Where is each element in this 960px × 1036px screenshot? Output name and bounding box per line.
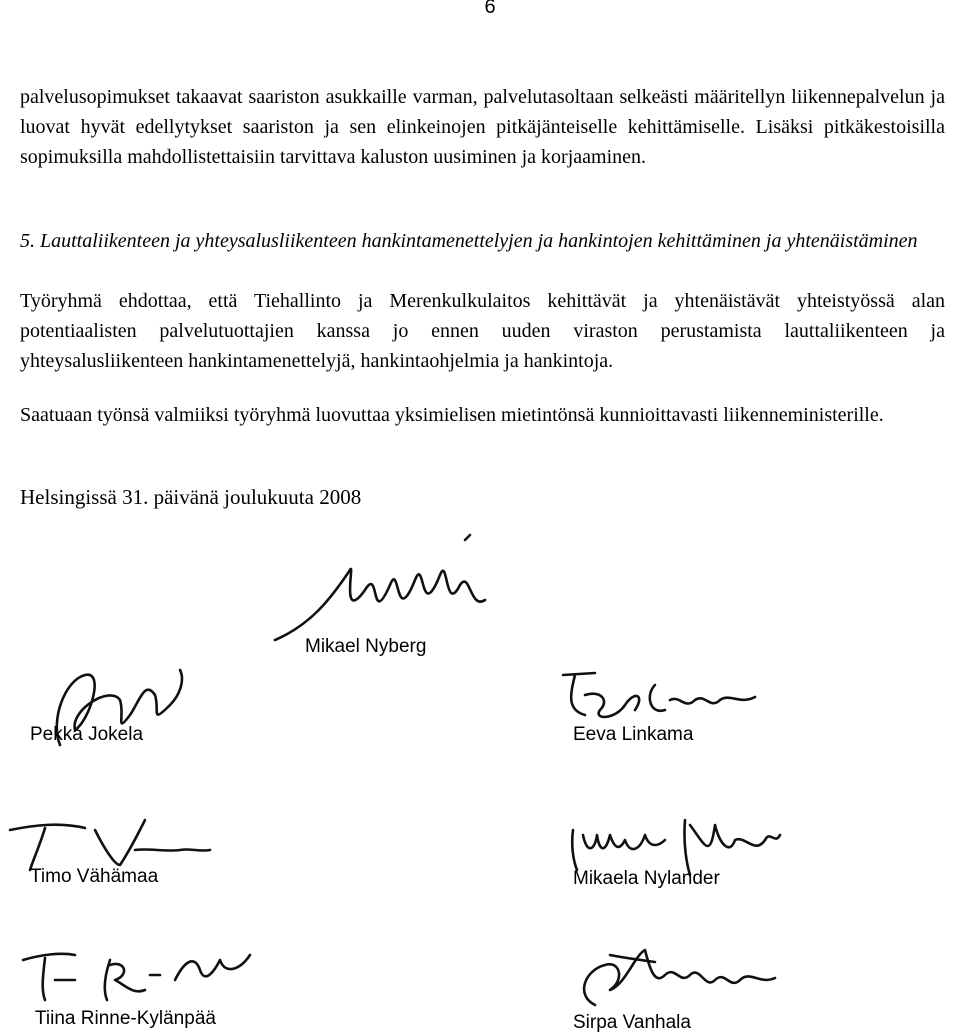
paragraph-3: Saatuaan työnsä valmiiksi työryhmä luovuttaa yksimielisen mietintönsä kunnioittavasti liikenneministerille. [20,404,884,426]
signatory-name: Sirpa Vanhala [573,1012,691,1033]
section-heading: 5. Lauttaliikenteen ja yhteysalusliikenteen hankintamenettelyjen ja hankintojen kehittäminen ja yhtenäistäminen [20,230,918,252]
signatory-name: Mikael Nyberg [305,636,427,657]
page-number: 6 [484,0,496,18]
signature-tiina-rinne-kylanpaa [15,940,255,1015]
signature-eeva-linkama [555,665,765,725]
date-line: Helsingissä 31. päivänä joulukuuta 2008 [20,485,362,509]
signatory-name: Eeva Linkama [573,724,694,745]
signatory-name: Timo Vähämaa [30,866,159,887]
paragraph-1: palvelusopimukset takaavat saariston asukkaille varman, palvelutasoltaan selkeästi määritellyn liikennepalvelun ja luovat hyvät edellytykset saariston ja sen elinkeinojen pitkäjänteiselle kehittämiselle. Lisäksi pitkäkestoisilla sopimuksilla mahdollistettaisiin tarvittava kaluston uusiminen ja korjaaminen. [20,86,945,168]
signatory-name: Pekka Jokela [30,724,144,745]
signatory-name: Tiina Rinne-Kylänpää [35,1008,216,1029]
paragraph-2: Työryhmä ehdottaa, että Tiehallinto ja Merenkulkulaitos kehittävät ja yhtenäistävät yhteistyössä alan potentiaalisten palvelutuottajien kanssa jo ennen uuden viraston perustamista lauttaliikenteen ja yhteysalusliikenteen hankintamenettelyjä, hankintaohjelmia ja hankintoja. [20,290,945,372]
signatory-name: Mikaela Nylander [573,868,720,889]
signature-sirpa-vanhala [565,940,785,1015]
